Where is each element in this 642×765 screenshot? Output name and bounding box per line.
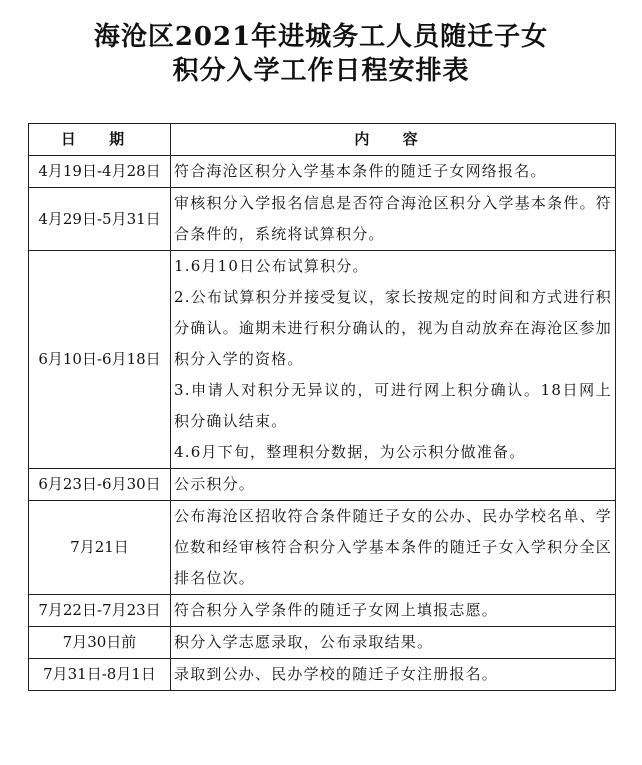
content-text: 录取到公办、民办学校的随迁子女注册报名。 (174, 665, 499, 683)
table-row (29, 627, 616, 659)
content-cell (171, 627, 616, 659)
date-cell: 4月29日-5月31日 (29, 188, 171, 251)
table-row (29, 595, 616, 627)
title-line-2: 积分入学工作日程安排表 (172, 56, 470, 86)
date-cell: 7月30日前 (29, 627, 171, 659)
page-title (0, 20, 642, 88)
content-text: 3.申请人对积分无异议的，可进行网上积分确认。18日网上积分确认结束。 (174, 381, 612, 430)
content-cell (171, 251, 616, 469)
content-cell (171, 595, 616, 627)
content-cell (171, 501, 616, 595)
date-cell: 6月10日-6月18日 (29, 251, 171, 469)
content-text: 符合海沧区积分入学基本条件的随迁子女网络报名。 (174, 162, 547, 180)
table-row (29, 156, 616, 188)
date-cell: 7月31日-8月1日 (29, 659, 171, 691)
table-row (29, 251, 616, 469)
content-text: 符合积分入学条件的随迁子女网上填报志愿。 (174, 601, 499, 619)
date-cell: 7月21日 (29, 501, 171, 595)
content-text: 4.6月下旬，整理积分数据，为公示积分做准备。 (174, 443, 526, 461)
header-content: 内 容 (171, 124, 616, 156)
header-row (29, 124, 616, 156)
table-row (29, 659, 616, 691)
date-cell: 4月19日-4月28日 (29, 156, 171, 188)
content-cell (171, 469, 616, 501)
table-row (29, 188, 616, 251)
header-date: 日 期 (29, 124, 171, 156)
table-row (29, 501, 616, 595)
content-text: 2.公布试算积分并接受复议，家长按规定的时间和方式进行积分确认。逾期未进行积分确认的，视为自动放弃在海沧区参加积分入学的资格。 (174, 288, 612, 368)
date-cell: 7月22日-7月23日 (29, 595, 171, 627)
table-row (29, 469, 616, 501)
schedule-table (28, 123, 616, 691)
content-cell (171, 659, 616, 691)
content-text: 1.6月10日公布试算积分。 (174, 257, 369, 275)
title-line-1: 海沧区2021年进城务工人员随迁子女 (93, 22, 549, 52)
date-cell: 6月23日-6月30日 (29, 469, 171, 501)
content-text: 积分入学志愿录取，公布录取结果。 (174, 633, 434, 651)
content-text: 公布海沧区招收符合条件随迁子女的公办、民办学校名单、学位数和经审核符合积分入学基本条件的随迁子女入学积分全区排名位次。 (174, 507, 612, 587)
content-cell (171, 188, 616, 251)
content-text: 审核积分入学报名信息是否符合海沧区积分入学基本条件。符合条件的，系统将试算积分。 (174, 194, 612, 243)
content-text: 公示积分。 (174, 475, 256, 493)
content-cell (171, 156, 616, 188)
